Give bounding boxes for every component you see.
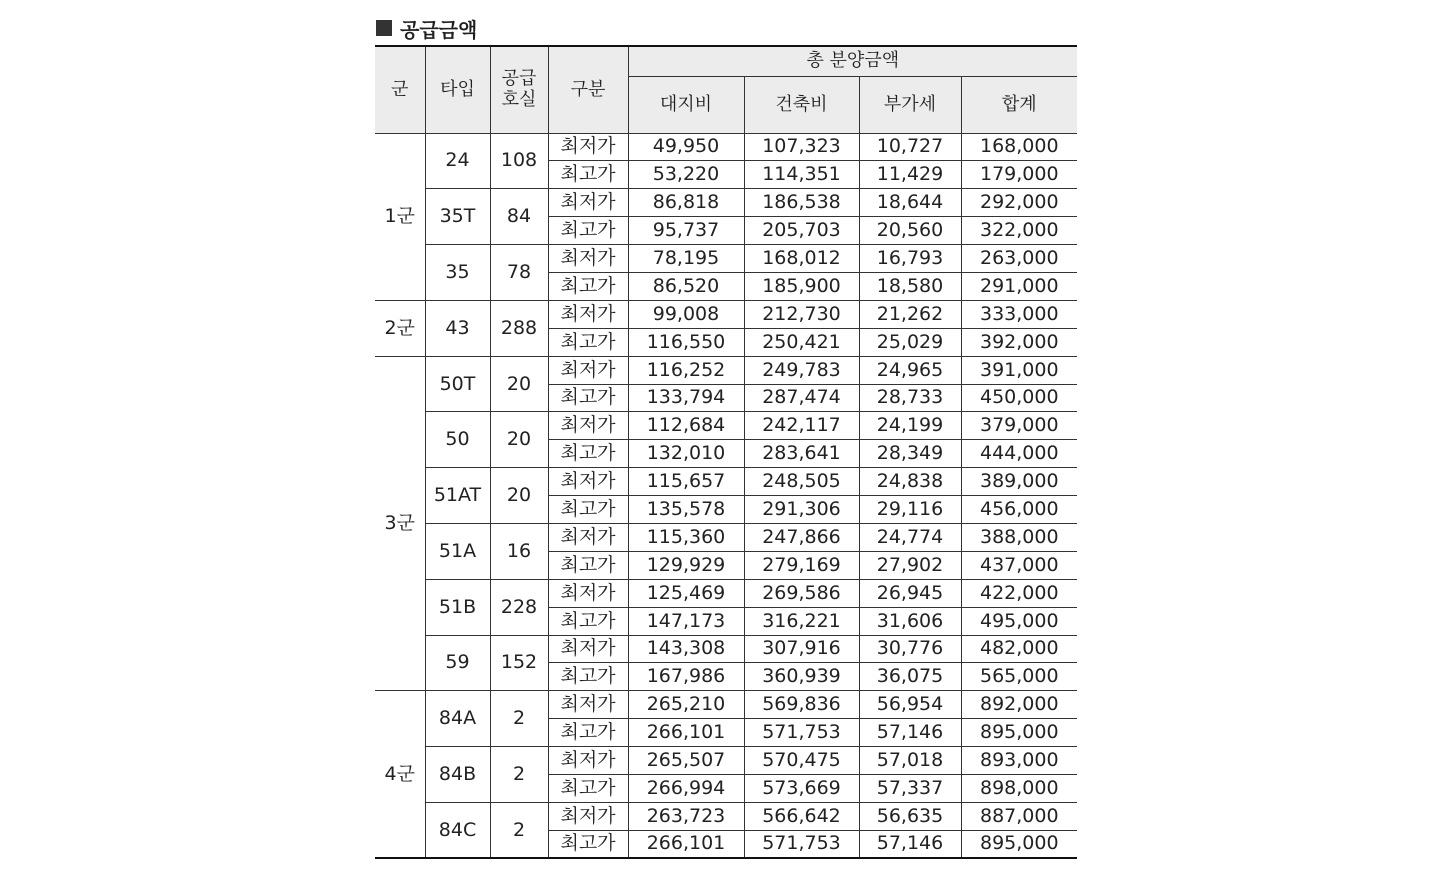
kind-cell: 최저가 [548,523,628,551]
kind-cell: 최고가 [548,830,628,858]
vat-cell: 30,776 [859,635,961,663]
total-price-cell: 565,000 [961,663,1077,691]
kind-cell: 최고가 [548,551,628,579]
vat-cell: 24,965 [859,356,961,384]
kind-cell: 최고가 [548,161,628,189]
kind-cell: 최저가 [548,412,628,440]
vat-cell: 56,635 [859,802,961,830]
table-row [375,412,1077,440]
land-price-cell: 167,986 [628,663,744,691]
building-price-cell: 249,783 [744,356,859,384]
type-cell: 50T [425,356,490,412]
vat-cell: 57,146 [859,830,961,858]
total-price-cell: 892,000 [961,691,1077,719]
total-price-cell: 322,000 [961,217,1077,245]
total-price-cell: 495,000 [961,607,1077,635]
total-price-cell: 388,000 [961,523,1077,551]
building-price-cell: 316,221 [744,607,859,635]
type-cell: 35 [425,245,490,301]
table-row [375,579,1077,607]
land-price-cell: 266,101 [628,719,744,747]
building-price-cell: 212,730 [744,300,859,328]
units-cell: 84 [490,189,548,245]
header-land: 대지비 [628,76,744,133]
units-cell: 20 [490,412,548,468]
total-price-cell: 895,000 [961,830,1077,858]
table-row [375,747,1077,775]
vat-cell: 28,733 [859,384,961,412]
building-price-cell: 571,753 [744,830,859,858]
vat-cell: 24,838 [859,468,961,496]
total-price-cell: 437,000 [961,551,1077,579]
kind-cell: 최저가 [548,245,628,273]
total-price-cell: 895,000 [961,719,1077,747]
vat-cell: 57,337 [859,774,961,802]
type-cell: 51A [425,523,490,579]
vat-cell: 31,606 [859,607,961,635]
type-cell: 35T [425,189,490,245]
table-row [375,523,1077,551]
total-price-cell: 379,000 [961,412,1077,440]
supply-price-table [375,45,1077,859]
building-price-cell: 250,421 [744,328,859,356]
building-price-cell: 307,916 [744,635,859,663]
land-price-cell: 132,010 [628,440,744,468]
land-price-cell: 99,008 [628,300,744,328]
kind-cell: 최고가 [548,496,628,524]
building-price-cell: 168,012 [744,245,859,273]
kind-cell: 최고가 [548,774,628,802]
building-price-cell: 247,866 [744,523,859,551]
kind-cell: 최고가 [548,384,628,412]
header-total-price: 총 분양금액 [628,46,1077,76]
kind-cell: 최저가 [548,300,628,328]
land-price-cell: 95,737 [628,217,744,245]
building-price-cell: 269,586 [744,579,859,607]
table-row [375,189,1077,217]
type-cell: 51AT [425,468,490,524]
land-price-cell: 116,252 [628,356,744,384]
total-price-cell: 292,000 [961,189,1077,217]
kind-cell: 최저가 [548,189,628,217]
building-price-cell: 279,169 [744,551,859,579]
group-cell: 3군 [375,356,425,691]
type-cell: 84A [425,691,490,747]
building-price-cell: 570,475 [744,747,859,775]
table-row [375,468,1077,496]
land-price-cell: 49,950 [628,133,744,161]
land-price-cell: 115,360 [628,523,744,551]
land-price-cell: 115,657 [628,468,744,496]
units-cell: 2 [490,802,548,858]
header-vat: 부가세 [859,76,961,133]
land-price-cell: 143,308 [628,635,744,663]
vat-cell: 24,199 [859,412,961,440]
header-building: 건축비 [744,76,859,133]
building-price-cell: 248,505 [744,468,859,496]
building-price-cell: 291,306 [744,496,859,524]
building-price-cell: 571,753 [744,719,859,747]
total-price-cell: 456,000 [961,496,1077,524]
total-price-cell: 168,000 [961,133,1077,161]
building-price-cell: 573,669 [744,774,859,802]
header-units-line2: 호실 [501,88,537,110]
total-price-cell: 389,000 [961,468,1077,496]
land-price-cell: 133,794 [628,384,744,412]
kind-cell: 최저가 [548,579,628,607]
header-units-line1: 공급 [501,68,537,90]
table-row [375,300,1077,328]
kind-cell: 최저가 [548,133,628,161]
building-price-cell: 566,642 [744,802,859,830]
type-cell: 59 [425,635,490,691]
header-kind: 구분 [548,46,628,133]
land-price-cell: 265,210 [628,691,744,719]
header-sum: 합계 [961,76,1077,133]
building-price-cell: 185,900 [744,272,859,300]
vat-cell: 18,580 [859,272,961,300]
table-row [375,245,1077,273]
total-price-cell: 422,000 [961,579,1077,607]
land-price-cell: 53,220 [628,161,744,189]
units-cell: 78 [490,245,548,301]
square-bullet-icon [376,20,392,36]
type-cell: 51B [425,579,490,635]
land-price-cell: 86,818 [628,189,744,217]
land-price-cell: 125,469 [628,579,744,607]
group-cell: 2군 [375,300,425,356]
vat-cell: 16,793 [859,245,961,273]
land-price-cell: 78,195 [628,245,744,273]
kind-cell: 최고가 [548,663,628,691]
vat-cell: 24,774 [859,523,961,551]
land-price-cell: 112,684 [628,412,744,440]
units-cell: 2 [490,691,548,747]
total-price-cell: 893,000 [961,747,1077,775]
building-price-cell: 107,323 [744,133,859,161]
kind-cell: 최저가 [548,747,628,775]
vat-cell: 25,029 [859,328,961,356]
units-cell: 288 [490,300,548,356]
kind-cell: 최고가 [548,607,628,635]
building-price-cell: 283,641 [744,440,859,468]
building-price-cell: 360,939 [744,663,859,691]
total-price-cell: 898,000 [961,774,1077,802]
vat-cell: 57,146 [859,719,961,747]
section-title [376,14,477,42]
land-price-cell: 266,994 [628,774,744,802]
land-price-cell: 135,578 [628,496,744,524]
type-cell: 84C [425,802,490,858]
kind-cell: 최고가 [548,272,628,300]
units-cell: 2 [490,747,548,803]
table-row [375,802,1077,830]
land-price-cell: 147,173 [628,607,744,635]
building-price-cell: 114,351 [744,161,859,189]
vat-cell: 27,902 [859,551,961,579]
header-type: 타입 [425,46,490,133]
table-row [375,691,1077,719]
total-price-cell: 444,000 [961,440,1077,468]
total-price-cell: 333,000 [961,300,1077,328]
vat-cell: 21,262 [859,300,961,328]
total-price-cell: 887,000 [961,802,1077,830]
table-row [375,133,1077,161]
kind-cell: 최고가 [548,217,628,245]
type-cell: 43 [425,300,490,356]
table-row [375,356,1077,384]
group-cell: 1군 [375,133,425,300]
land-price-cell: 116,550 [628,328,744,356]
units-cell: 152 [490,635,548,691]
kind-cell: 최고가 [548,328,628,356]
vat-cell: 28,349 [859,440,961,468]
building-price-cell: 242,117 [744,412,859,440]
kind-cell: 최저가 [548,691,628,719]
total-price-cell: 450,000 [961,384,1077,412]
total-price-cell: 291,000 [961,272,1077,300]
building-price-cell: 186,538 [744,189,859,217]
total-price-cell: 179,000 [961,161,1077,189]
kind-cell: 최저가 [548,468,628,496]
price-table-body [375,133,1077,858]
header-group: 군 [375,46,425,133]
group-cell: 4군 [375,691,425,858]
units-cell: 108 [490,133,548,189]
vat-cell: 20,560 [859,217,961,245]
vat-cell: 29,116 [859,496,961,524]
land-price-cell: 129,929 [628,551,744,579]
vat-cell: 10,727 [859,133,961,161]
units-cell: 16 [490,523,548,579]
type-cell: 24 [425,133,490,189]
vat-cell: 36,075 [859,663,961,691]
total-price-cell: 391,000 [961,356,1077,384]
land-price-cell: 266,101 [628,830,744,858]
table-row [375,635,1077,663]
vat-cell: 11,429 [859,161,961,189]
kind-cell: 최저가 [548,635,628,663]
units-cell: 228 [490,579,548,635]
type-cell: 84B [425,747,490,803]
total-price-cell: 482,000 [961,635,1077,663]
kind-cell: 최고가 [548,719,628,747]
building-price-cell: 287,474 [744,384,859,412]
land-price-cell: 86,520 [628,272,744,300]
vat-cell: 57,018 [859,747,961,775]
building-price-cell: 205,703 [744,217,859,245]
vat-cell: 56,954 [859,691,961,719]
units-cell: 20 [490,468,548,524]
section-title-text: 공급금액 [400,17,478,42]
vat-cell: 26,945 [859,579,961,607]
kind-cell: 최저가 [548,356,628,384]
kind-cell: 최저가 [548,802,628,830]
total-price-cell: 392,000 [961,328,1077,356]
kind-cell: 최고가 [548,440,628,468]
total-price-cell: 263,000 [961,245,1077,273]
header-units [490,46,548,133]
units-cell: 20 [490,356,548,412]
land-price-cell: 265,507 [628,747,744,775]
land-price-cell: 263,723 [628,802,744,830]
building-price-cell: 569,836 [744,691,859,719]
vat-cell: 18,644 [859,189,961,217]
type-cell: 50 [425,412,490,468]
